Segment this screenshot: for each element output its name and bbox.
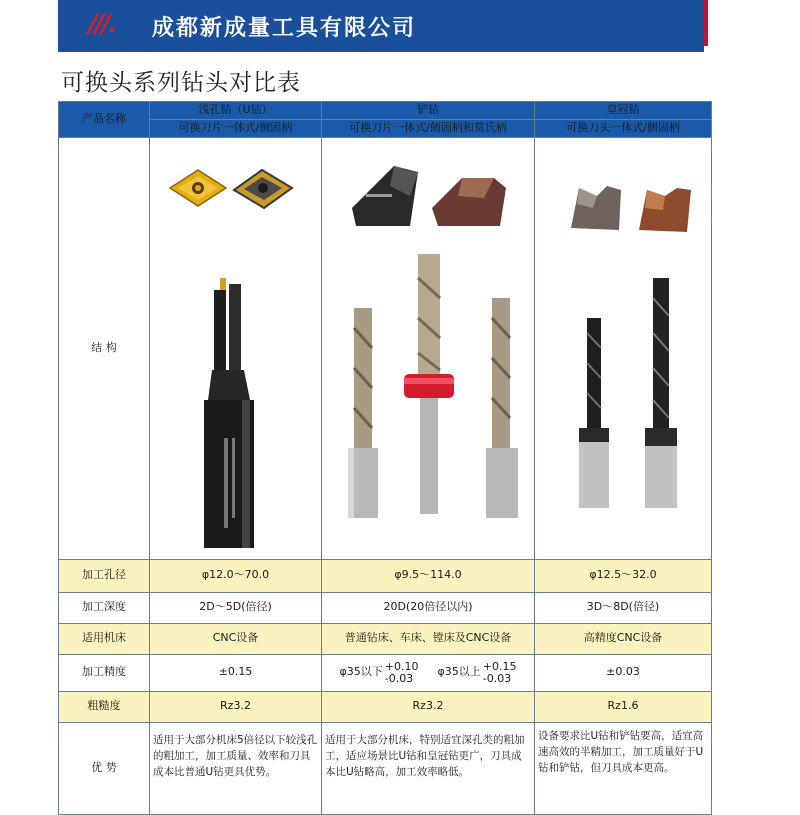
product-name-header: 产品名称 — [59, 102, 150, 138]
header-accent-stripe — [704, 0, 708, 46]
depth-value-crown-drill: 3D～8D(倍径) — [535, 592, 712, 623]
diameter-label: 加工孔径 — [59, 559, 150, 592]
header-row — [59, 102, 712, 120]
diameter-row — [59, 559, 712, 592]
col-subtitle-crown-drill: 可换刀头一体式/侧固柄 — [535, 120, 712, 138]
spade-drill-left — [348, 308, 378, 518]
company-name: 成都新成量工具有限公司 — [152, 16, 417, 41]
crown-head-copper — [639, 188, 691, 232]
diameter-value-u-drill: φ12.0～70.0 — [150, 559, 322, 592]
precision-over-35-tolerance: +0.15 -0.03 — [482, 660, 517, 685]
crown-drill-illustration — [535, 138, 712, 554]
precision-value-u-drill: ±0.15 — [150, 654, 322, 691]
precision-under-35-tolerance: +0.10 -0.03 — [384, 660, 419, 685]
crown-drill-right — [645, 278, 677, 508]
page-title: 可换头系列钻头对比表 — [61, 70, 301, 96]
structure-row — [59, 138, 712, 560]
roughness-label: 粗糙度 — [59, 691, 150, 722]
depth-row — [59, 592, 712, 623]
company-logo: ///. — [88, 9, 114, 39]
u-drill-illustration — [150, 138, 322, 554]
machine-label: 适用机床 — [59, 623, 150, 654]
roughness-value-spade-drill: Rz3.2 — [322, 691, 535, 722]
depth-value-u-drill: 2D～5D(倍径) — [150, 592, 322, 623]
precision-value-crown-drill: ±0.03 — [535, 654, 712, 691]
subheader-row — [59, 120, 712, 138]
u-drill-insert-coated — [234, 170, 292, 208]
col-subtitle-u-drill: 可换刀片一体式/侧固柄 — [150, 120, 322, 138]
precision-value-spade-drill — [322, 654, 535, 691]
spade-insert-bronze — [432, 178, 506, 226]
comparison-table — [58, 101, 712, 815]
advantage-text-crown-drill: 设备要求比U钻和铲钻要高，适宜高速高效的半精加工，加工质量好于U钻和铲钻，但刀具成本更高。 — [535, 722, 712, 814]
machine-row — [59, 623, 712, 654]
u-drill-body — [204, 278, 254, 548]
crown-drill-structure-image — [535, 138, 712, 560]
col-header-crown-drill: 皇冠钻 — [535, 102, 712, 120]
spade-drill-right — [486, 298, 518, 518]
crown-head-gray — [571, 186, 621, 230]
diameter-value-crown-drill: φ12.5～32.0 — [535, 559, 712, 592]
machine-value-crown-drill: 高精度CNC设备 — [535, 623, 712, 654]
spade-drill-illustration — [322, 138, 535, 554]
spade-insert-black — [352, 166, 418, 226]
precision-row — [59, 654, 712, 691]
roughness-value-u-drill: Rz3.2 — [150, 691, 322, 722]
structure-label: 结 构 — [59, 138, 150, 560]
advantage-text-spade-drill: 适用于大部分机床，特别适宜深孔类的粗加工，适应场景比U钻和皇冠钻更广，刀具成本比U钻略高，加工效率略低。 — [322, 722, 535, 814]
spade-drill-center — [404, 254, 454, 514]
precision-label: 加工精度 — [59, 654, 150, 691]
spade-drill-structure-image — [322, 138, 535, 560]
depth-value-spade-drill: 20D(20倍径以内) — [322, 592, 535, 623]
machine-value-spade-drill: 普通钻床、车床、镗床及CNC设备 — [322, 623, 535, 654]
diameter-value-spade-drill: φ9.5～114.0 — [322, 559, 535, 592]
u-drill-insert-gold — [170, 170, 226, 206]
roughness-row — [59, 691, 712, 722]
u-drill-structure-image — [150, 138, 322, 560]
machine-value-u-drill: CNC设备 — [150, 623, 322, 654]
advantage-label: 优 势 — [59, 722, 150, 814]
precision-under-35-label: φ35以下 — [339, 665, 383, 679]
crown-drill-left — [579, 318, 609, 508]
depth-label: 加工深度 — [59, 592, 150, 623]
col-header-u-drill: 浅孔钻（U钻） — [150, 102, 322, 120]
advantage-row — [59, 722, 712, 814]
precision-over-35-label: φ35以上 — [437, 665, 481, 679]
advantage-text-u-drill: 适用于大部分机床5倍径以下较浅孔的粗加工，加工质量、效率和刀具成本比普通U钻更具优势。 — [150, 722, 322, 814]
col-subtitle-spade-drill: 可换刀片一体式/侧固柄和莫氏柄 — [322, 120, 535, 138]
roughness-value-crown-drill: Rz1.6 — [535, 691, 712, 722]
col-header-spade-drill: 铲钻 — [322, 102, 535, 120]
